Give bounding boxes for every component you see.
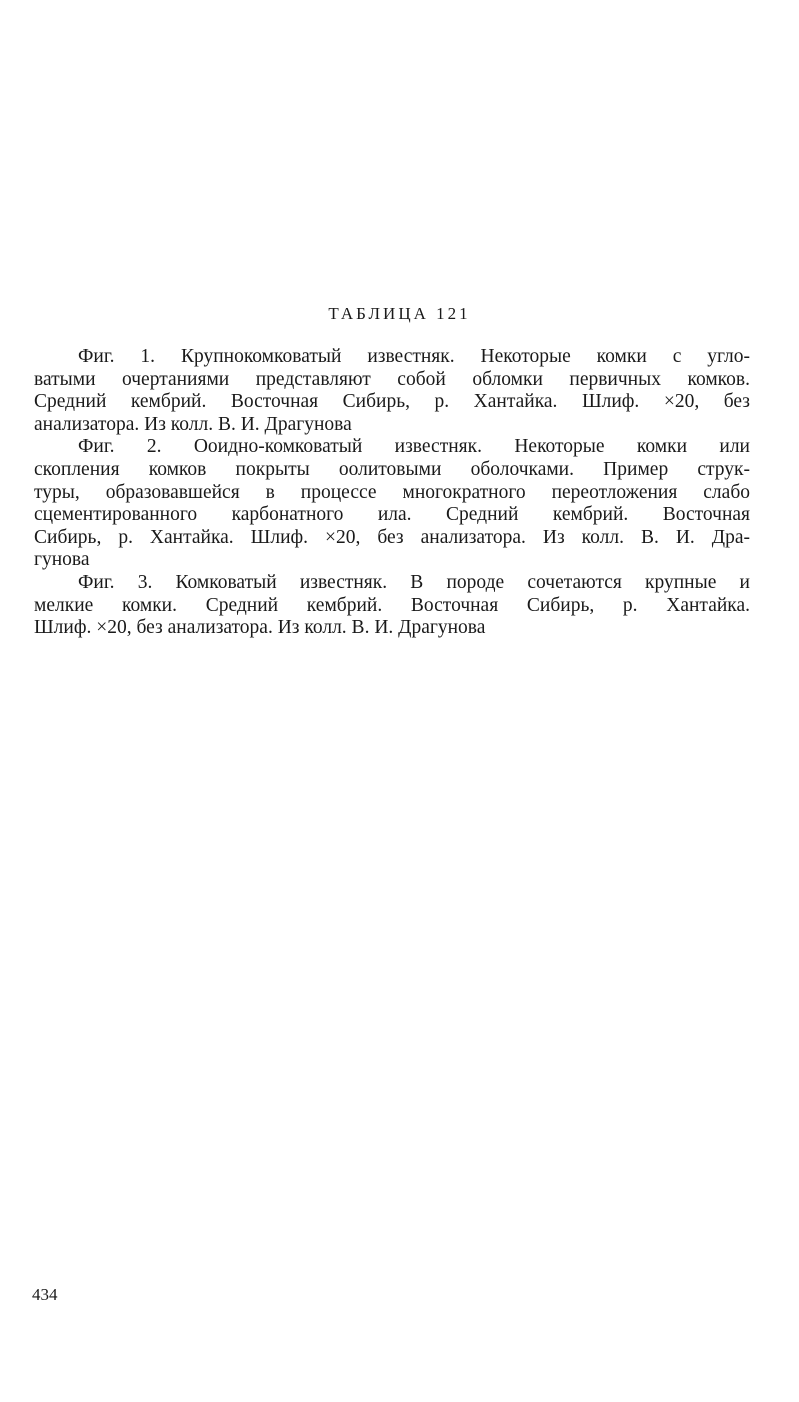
caption-line: Шлиф. ×20, без анализатора. Из колл. В. И. Драгунова [34, 617, 486, 639]
table-title: ТАБЛИЦА 121 [328, 304, 471, 323]
caption-line: Фиг. 1. Крупнокомковатый известняк. Некоторые комки с угло- [78, 346, 750, 367]
caption-line: гунова [34, 549, 90, 571]
caption-line: Фиг. 2. Ооидно-комковатый известняк. Некоторые комки или [78, 436, 750, 458]
caption-line: ватыми очертаниями представляют собой обломки первичных комков. [34, 368, 750, 390]
caption-line: анализатора. Из колл. В. И. Драгунова [34, 413, 352, 435]
figure-caption-1 [34, 346, 750, 436]
caption-line: Средний кембрий. Восточная Сибирь, р. Хантайка. Шлиф. ×20, без [34, 391, 750, 413]
figure-caption-3 [34, 572, 750, 640]
figure-captions [34, 346, 750, 640]
caption-line: скопления комков покрыты оолитовыми оболочками. Пример струк- [34, 458, 750, 480]
caption-line: мелкие комки. Средний кембрий. Восточная Сибирь, р. Хантайка. [34, 594, 750, 616]
page-number: 434 [32, 1285, 58, 1304]
caption-line: сцементированного карбонатного ила. Средний кембрий. Восточная [34, 504, 750, 526]
caption-line: туры, образовавшейся в процессе многократного переотложения слабо [34, 481, 750, 503]
figure-caption-2 [34, 436, 750, 572]
caption-line: Фиг. 3. Комковатый известняк. В породе сочетаются крупные и [78, 571, 750, 593]
caption-line: Сибирь, р. Хантайка. Шлиф. ×20, без анализатора. Из колл. В. И. Дра- [34, 526, 750, 548]
